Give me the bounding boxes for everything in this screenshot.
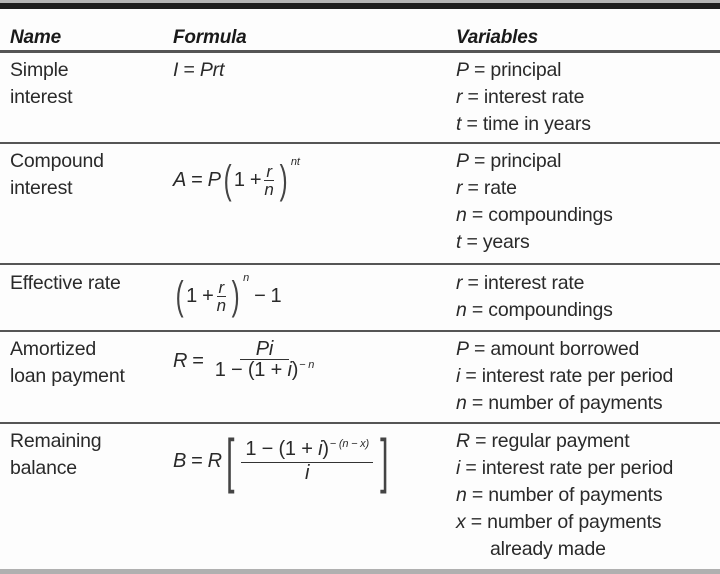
variables-list: P = principal r = rate n = compoundings t = years <box>456 150 613 253</box>
row-name: Remaining balance <box>10 430 102 479</box>
table-row-simple-interest <box>0 53 720 143</box>
variables-list: r = interest rate n = compoundings <box>456 272 613 321</box>
table-row-compound-interest <box>0 144 720 263</box>
row-name: Amortized loan payment <box>10 338 125 387</box>
formula-simple-interest: I = Prt <box>173 59 225 81</box>
variables-list: P = amount borrowed i = interest rate per period n = number of payments <box>456 338 674 414</box>
row-name: Simple interest <box>10 59 73 108</box>
row-name: Compound interest <box>10 150 104 199</box>
formula-effective-rate: ( 1 + $\frac{r}{n}$ ) n − 1 <box>175 271 282 318</box>
variables-list: R = regular payment i = interest rate per period n = number of payments x = number of payments already made <box>456 430 674 560</box>
header-variables: Variables <box>456 27 538 48</box>
table-row-amortized-loan-payment <box>0 332 720 423</box>
row-name: Effective rate <box>10 272 121 294</box>
header-name: Name <box>10 27 61 48</box>
table-row-effective-rate <box>0 265 720 331</box>
table-header <box>0 9 720 51</box>
formula-amortized-loan-payment: R = $\frac{Pi}{1 - (1 + i)^{- n}}$ <box>173 338 315 381</box>
header-formula: Formula <box>173 27 247 48</box>
variables-list: P = principal r = interest rate t = time in years <box>456 59 591 135</box>
formula-remaining-balance: B = R [ $\frac{1 - (1 + i)^{- (n - x)}}{i}$ ] <box>173 427 389 494</box>
table-row-remaining-balance <box>0 424 720 569</box>
formula-compound-interest: A = P ( 1 + $\frac{r}{n}$ ) nt <box>173 155 300 202</box>
bottom-border <box>0 569 720 574</box>
